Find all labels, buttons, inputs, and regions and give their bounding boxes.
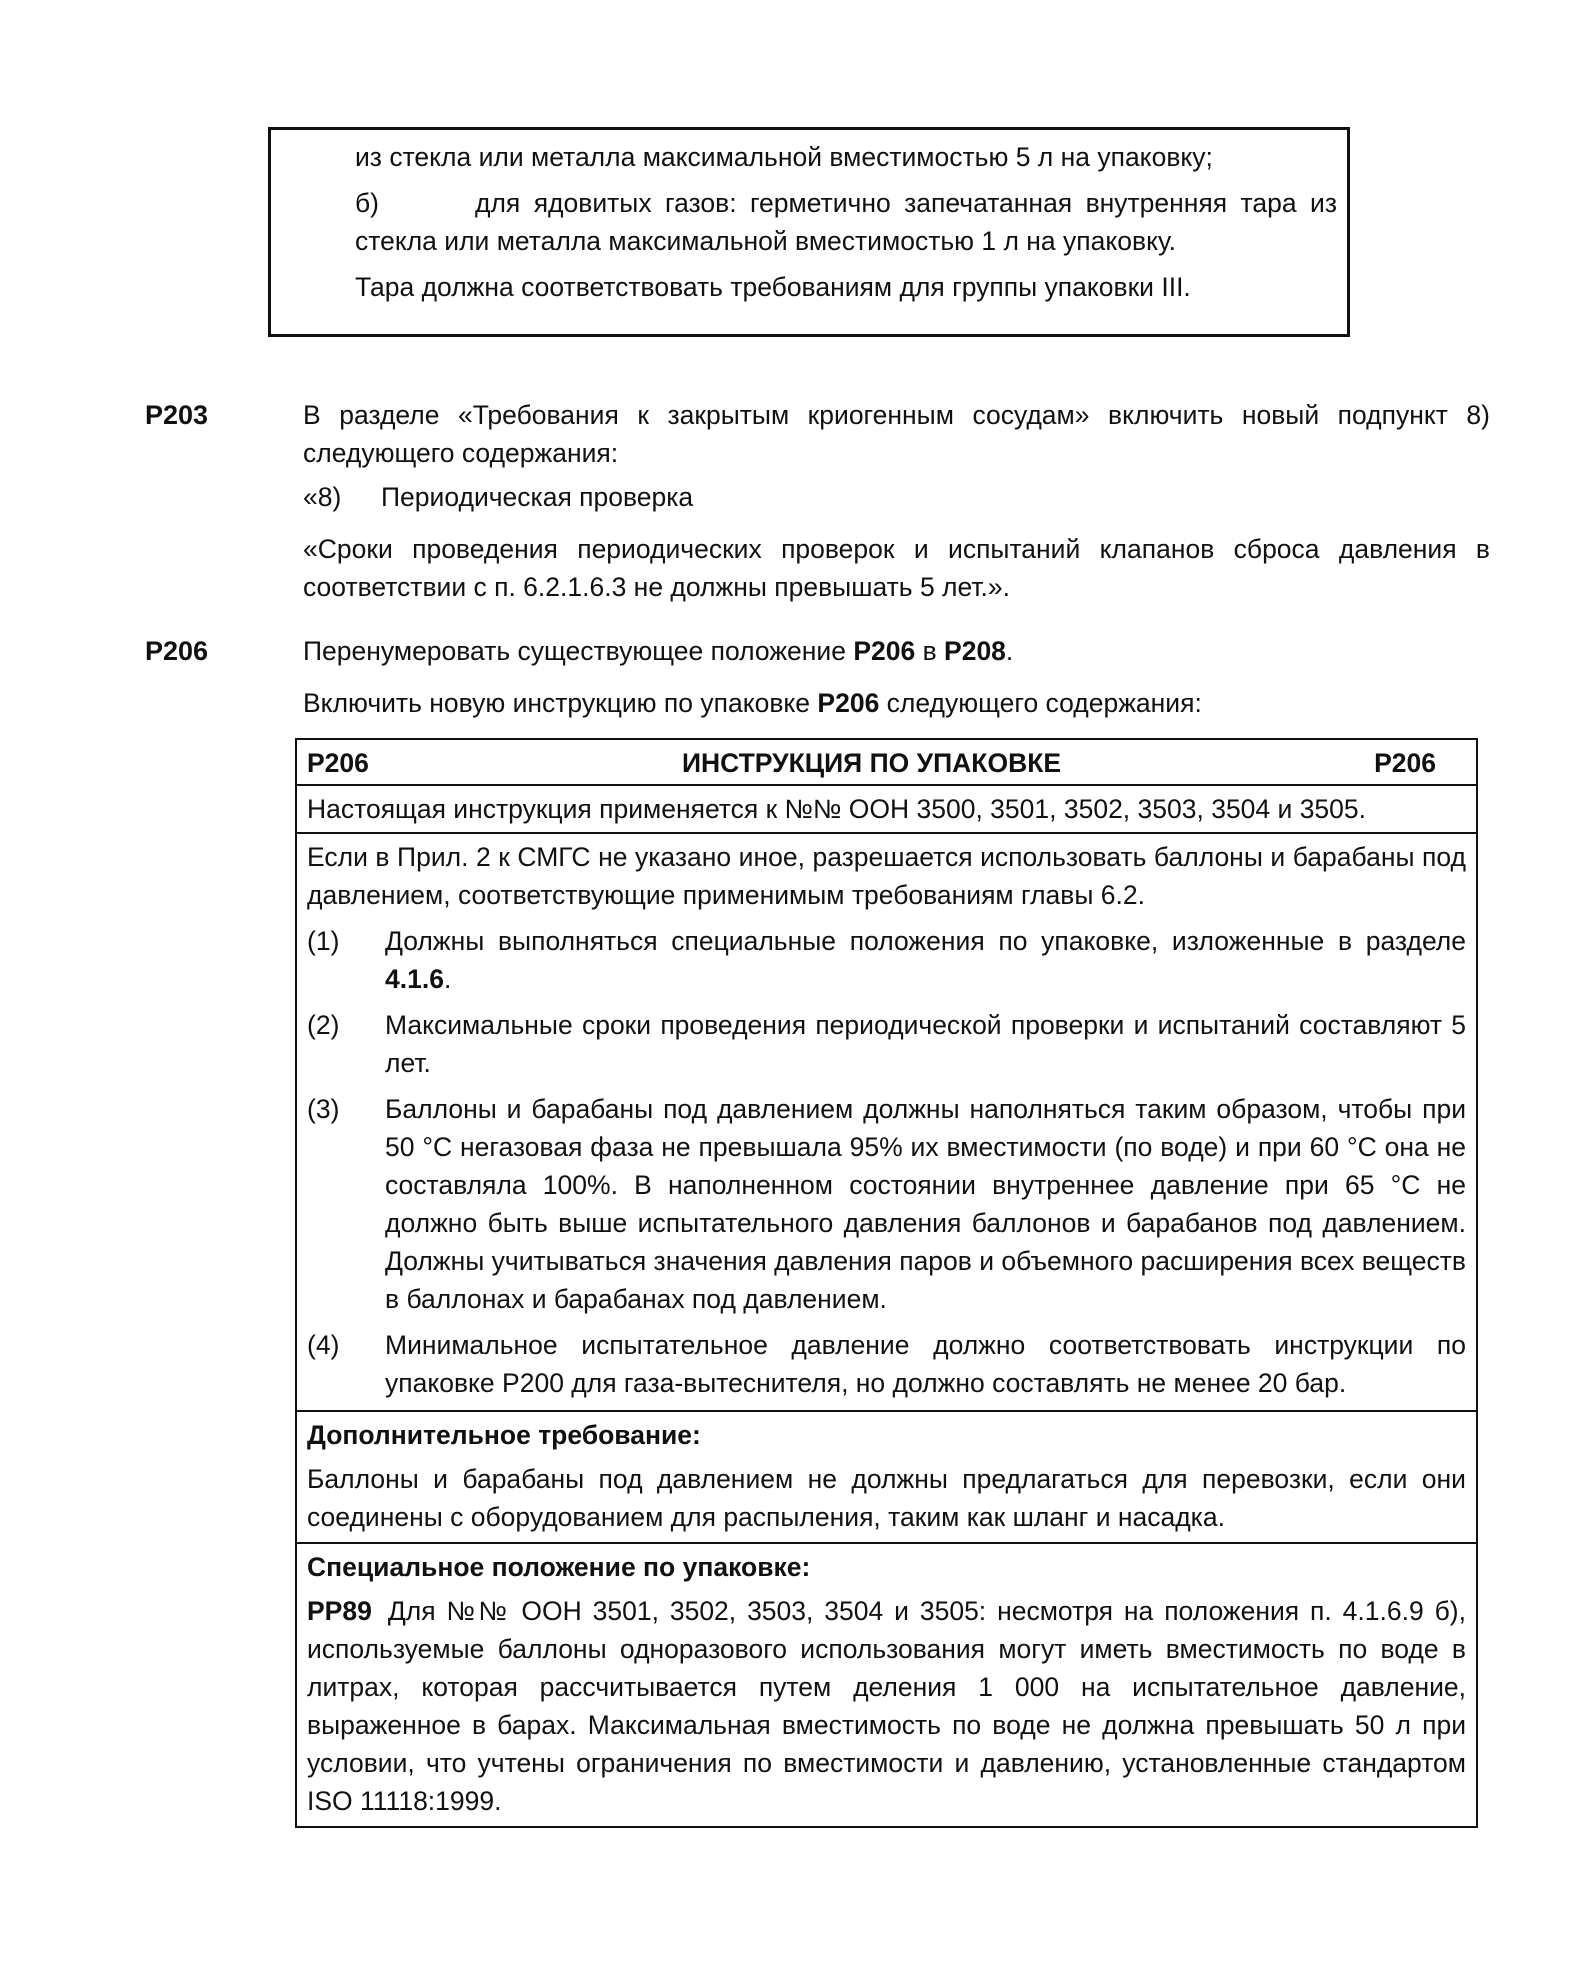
item-2-num: (2) <box>307 1010 340 1040</box>
special-provision <box>307 1592 1466 1820</box>
special-code: PP89 <box>307 1596 372 1626</box>
p206-renumber <box>303 632 1490 670</box>
p206-renumber-end: . <box>1005 636 1014 666</box>
p206-include-code: P206 <box>817 688 880 718</box>
additional-text: Баллоны и барабаны под давлением не должны предлагаться для перевозки, если они соединены с оборудованием для распыления, таким как шланг и насадка. <box>307 1464 1466 1532</box>
special-title: Специальное положение по упаковке: <box>307 1552 811 1582</box>
p203-item-num: «8) <box>303 482 342 512</box>
box-item-b-text: для ядовитых газов: герметично запечатанная внутренняя тара из стекла или металла максимальной вместимостью 1 л на упаковку. <box>355 188 1337 256</box>
additional-row <box>297 1412 1476 1544</box>
box-item-b <box>355 184 1337 260</box>
box-item-b-letter: б) <box>355 188 380 218</box>
p206-include-suffix: следующего содержания: <box>879 688 1202 718</box>
header-title: ИНСТРУКЦИЯ ПО УПАКОВКЕ <box>681 748 1062 778</box>
p203-quote: «Сроки проведения периодических проверок и испытаний клапанов сброса давления в соответствии с п. 6.2.1.6.3 не должны превышать 5 лет.». <box>303 534 1490 602</box>
p206-label: P206 <box>145 636 209 666</box>
list-item <box>307 1006 1466 1082</box>
p203-label: P203 <box>145 400 209 430</box>
general-text: Если в Прил. 2 к СМГС не указано иное, разрешается использовать баллоны и барабаны под давлением, соответствующие применимым требованиям главы 6.2. <box>307 842 1466 910</box>
item-3-num: (3) <box>307 1094 340 1124</box>
header-left-code: P206 <box>307 748 369 778</box>
item-1-text-before: Должны выполняться специальные положения по упаковке, изложенные в разделе <box>385 926 1466 956</box>
item-4-num: (4) <box>307 1330 340 1360</box>
box-last-line: Тара должна соответствовать требованиям для группы упаковки III. <box>355 272 1191 302</box>
p206-include-prefix: Включить новую инструкцию по упаковке <box>303 688 818 718</box>
packing-instruction-table <box>295 738 1478 1828</box>
p203-item <box>303 478 1490 516</box>
item-2-text: Максимальные сроки проведения периодической проверки и испытаний составляют 5 лет. <box>385 1010 1466 1078</box>
special-row <box>297 1544 1476 1826</box>
box-line-1: из стекла или металла максимальной вместимостью 5 л на упаковку; <box>355 142 1213 172</box>
p203-section <box>303 396 1490 606</box>
header-right-code: P206 <box>1374 748 1436 778</box>
p206-renumber-new: P208 <box>944 636 1006 666</box>
list-item <box>307 1090 1466 1318</box>
p206-include <box>303 684 1490 722</box>
applies-text: Настоящая инструкция применяется к №№ ООН 3500, 3501, 3502, 3503, 3504 и 3505. <box>307 794 1367 824</box>
p206-renumber-mid: в <box>915 636 945 666</box>
item-4-text: Минимальное испытательное давление должно соответствовать инструкции по упаковке P200 для газа-вытеснителя, но должно составлять не менее 20 бар. <box>385 1330 1466 1398</box>
p203-item-title: Периодическая проверка <box>381 482 694 512</box>
special-text: Для №№ ООН 3501, 3502, 3503, 3504 и 3505: несмотря на положения п. 4.1.6.9 б), используемые баллоны одноразового использования могут иметь вместимость по воде в литрах, которая рассчитывается путем деления 1 000 на испытательное давление, выраженное в барах. Максимальная вместимость по воде не должна превышать 50 л при условии, что учтены ограничения по вместимости и давлению, установленные стандартом ISO 11118:1999. <box>307 1596 1466 1816</box>
p203-intro: В разделе «Требования к закрытым криогенным сосудам» включить новый подпункт 8) следующего содержания: <box>303 400 1490 468</box>
list-item <box>307 922 1466 998</box>
p206-section <box>303 632 1490 722</box>
general-row <box>297 834 1476 1412</box>
item-1-num: (1) <box>307 926 340 956</box>
p206-renumber-old: P206 <box>853 636 916 666</box>
continued-packing-box <box>268 127 1350 337</box>
item-1-text-after: . <box>443 964 452 994</box>
item-3-text: Баллоны и барабаны под давлением должны наполняться таким образом, чтобы при 50 °C негазовая фаза не превышала 95% их вместимости (по воде) и при 60 °C она не составляла 100%. В наполненном состоянии внутреннее давление при 65 °C не должно быть выше испытательного давления баллонов и барабанов под давлением. Должны учитываться значения давления паров и объемного расширения всех веществ в баллонах и барабанах под давлением. <box>385 1094 1466 1314</box>
list-item <box>307 1326 1466 1402</box>
applies-row <box>297 786 1476 834</box>
p206-renumber-prefix: Перенумеровать существующее положение <box>303 636 854 666</box>
additional-title: Дополнительное требование: <box>307 1420 701 1450</box>
table-header <box>297 740 1476 786</box>
item-1-text <box>385 922 1466 998</box>
item-1-text-bold: 4.1.6 <box>385 964 444 994</box>
